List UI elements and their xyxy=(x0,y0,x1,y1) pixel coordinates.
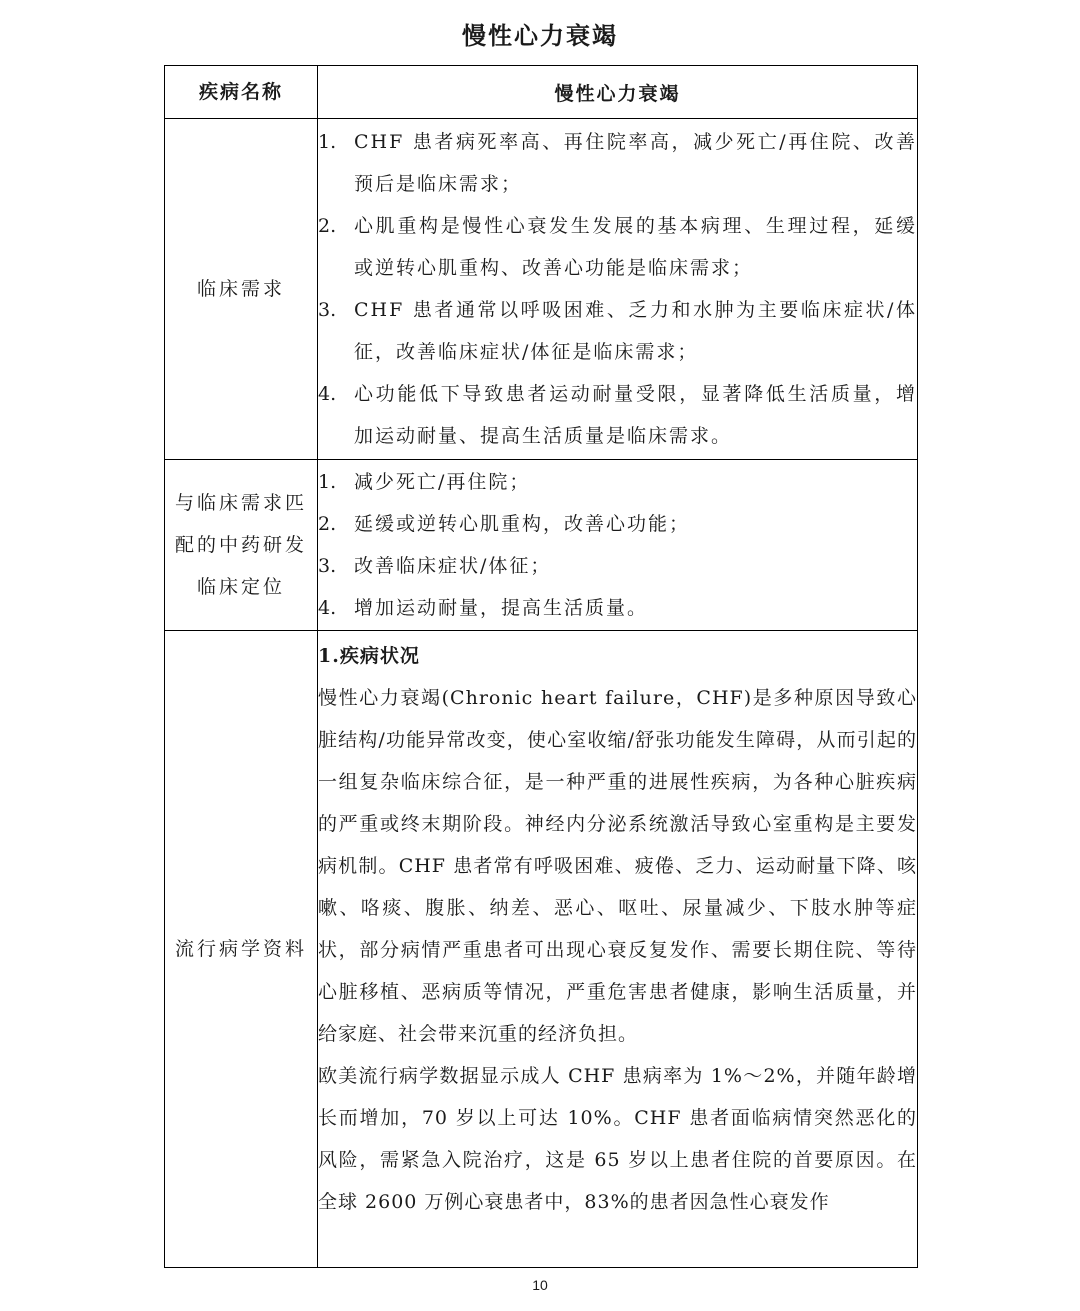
clinical-need-row xyxy=(165,119,918,460)
positioning-content xyxy=(318,460,918,631)
list-item-text: CHF 患者病死率高、再住院率高，减少死亡/再住院、改善预后是临床需求； xyxy=(354,131,917,195)
list-item-number: 1. xyxy=(318,471,337,493)
clinical-need-label: 临床需求 xyxy=(165,119,318,460)
disease-info-table xyxy=(164,65,918,1268)
epidemiology-label: 流行病学资料 xyxy=(165,631,318,1268)
list-item-number: 4. xyxy=(318,597,337,619)
table-header-row xyxy=(165,66,918,119)
clinical-need-content xyxy=(318,119,918,460)
header-label-cell: 疾病名称 xyxy=(165,66,318,119)
list-item-number: 2. xyxy=(318,215,337,237)
list-item xyxy=(318,373,917,457)
list-item xyxy=(318,545,917,587)
positioning-row xyxy=(165,460,918,631)
list-item-text: 改善临床症状/体征； xyxy=(354,555,552,577)
section-heading: 1.疾病状况 xyxy=(318,645,420,667)
epidemiology-text-area xyxy=(318,631,917,1261)
list-item-number: 3. xyxy=(318,555,337,577)
list-item-text: 增加运动耐量，提高生活质量。 xyxy=(354,597,649,619)
list-item-text: 延缓或逆转心肌重构，改善心功能； xyxy=(354,513,691,535)
epidemiology-row xyxy=(165,631,918,1268)
page-number: 10 xyxy=(532,1277,548,1293)
list-item xyxy=(318,289,917,373)
clinical-need-list xyxy=(318,121,917,457)
list-item-number: 3. xyxy=(318,299,337,321)
paragraph: 慢性心力衰竭(Chronic heart failure，CHF)是多种原因导致心脏结构/功能异常改变，使心室收缩/舒张功能发生障碍，从而引起的一组复杂临床综合征，是一种严重的进展性疾病，为各种心脏疾病的严重或终末期阶段。神经内分泌系统激活导致心室重构是主要发病机制。CHF 患者常有呼吸困难、疲倦、乏力、运动耐量下降、咳嗽、咯痰、腹胀、纳差、恶心、呕吐、尿量减少、下肢水肿等症状，部分病情严重患者可出现心衰反复发作、需要长期住院、等待心脏移植、恶病质等情况，严重危害患者健康，影响生活质量，并给家庭、社会带来沉重的经济负担。 xyxy=(318,687,917,1045)
list-item xyxy=(318,461,917,503)
list-item xyxy=(318,503,917,545)
header-value-cell: 慢性心力衰竭 xyxy=(318,66,918,119)
epidemiology-content xyxy=(318,631,918,1268)
list-item-number: 1. xyxy=(318,131,337,153)
list-item-text: CHF 患者通常以呼吸困难、乏力和水肿为主要临床症状/体征，改善临床症状/体征是临床需求； xyxy=(354,299,917,363)
list-item-text: 心肌重构是慢性心衰发生发展的基本病理、生理过程，延缓或逆转心肌重构、改善心功能是临床需求； xyxy=(354,215,917,279)
document-title: 慢性心力衰竭 xyxy=(462,21,618,50)
list-item-number: 2. xyxy=(318,513,337,535)
list-item-text: 减少死亡/再住院； xyxy=(354,471,531,493)
list-item-number: 4. xyxy=(318,383,337,405)
paragraph: 欧美流行病学数据显示成人 CHF 患病率为 1%～2%，并随年龄增长而增加，70 岁以上可达 10%。CHF 患者面临病情突然恶化的风险，需紧急入院治疗，这是 65 岁以上患者住院的首要原因。在全球 2600 万例心衰患者中，83%的患者因急性心衰发作 xyxy=(318,1065,917,1213)
positioning-label: 与临床需求匹配的中药研发临床定位 xyxy=(165,460,318,631)
list-item xyxy=(318,121,917,205)
list-item-text: 心功能低下导致患者运动耐量受限，显著降低生活质量，增加运动耐量、提高生活质量是临床需求。 xyxy=(354,383,917,447)
list-item xyxy=(318,205,917,289)
positioning-list xyxy=(318,461,917,629)
list-item xyxy=(318,587,917,629)
